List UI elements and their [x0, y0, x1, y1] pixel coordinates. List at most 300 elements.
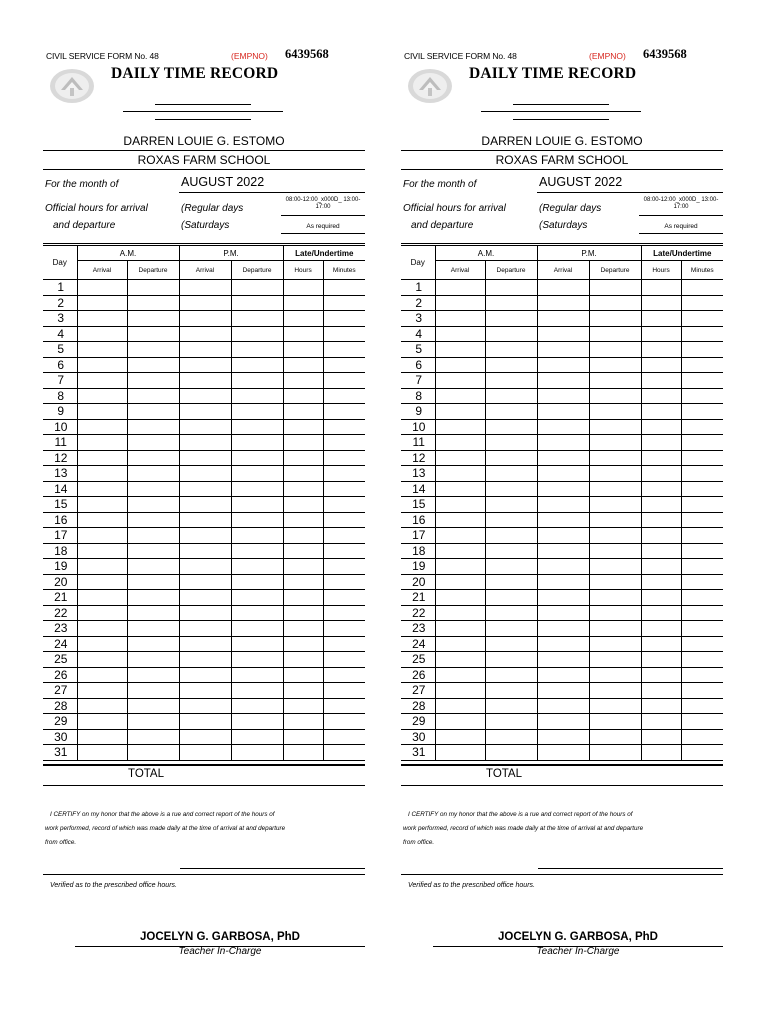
pm-arrival-cell[interactable]	[537, 342, 589, 358]
am-departure-cell[interactable]	[485, 357, 537, 373]
pm-arrival-cell[interactable]	[537, 404, 589, 420]
pm-departure-cell[interactable]	[589, 466, 641, 482]
am-departure-cell[interactable]	[127, 745, 179, 761]
pm-departure-cell[interactable]	[589, 373, 641, 389]
am-departure-cell[interactable]	[485, 543, 537, 559]
pm-departure-cell[interactable]	[589, 543, 641, 559]
minutes-cell[interactable]	[681, 745, 723, 761]
minutes-cell[interactable]	[323, 605, 365, 621]
minutes-cell[interactable]	[323, 342, 365, 358]
hours-cell[interactable]	[283, 652, 323, 668]
pm-arrival-cell[interactable]	[537, 605, 589, 621]
hours-cell[interactable]	[641, 404, 681, 420]
pm-arrival-cell[interactable]	[537, 419, 589, 435]
am-arrival-cell[interactable]	[77, 621, 127, 637]
am-arrival-cell[interactable]	[77, 497, 127, 513]
am-arrival-cell[interactable]	[435, 729, 485, 745]
pm-departure-cell[interactable]	[231, 605, 283, 621]
pm-departure-cell[interactable]	[231, 481, 283, 497]
am-arrival-cell[interactable]	[77, 373, 127, 389]
hours-cell[interactable]	[283, 450, 323, 466]
pm-departure-cell[interactable]	[231, 528, 283, 544]
hours-cell[interactable]	[283, 683, 323, 699]
hours-cell[interactable]	[641, 326, 681, 342]
pm-arrival-cell[interactable]	[537, 295, 589, 311]
pm-departure-cell[interactable]	[589, 450, 641, 466]
am-departure-cell[interactable]	[127, 466, 179, 482]
hours-cell[interactable]	[641, 450, 681, 466]
pm-arrival-cell[interactable]	[179, 481, 231, 497]
am-departure-cell[interactable]	[485, 481, 537, 497]
minutes-cell[interactable]	[681, 497, 723, 513]
hours-cell[interactable]	[641, 745, 681, 761]
minutes-cell[interactable]	[681, 357, 723, 373]
am-departure-cell[interactable]	[485, 419, 537, 435]
minutes-cell[interactable]	[681, 698, 723, 714]
pm-arrival-cell[interactable]	[537, 559, 589, 575]
am-arrival-cell[interactable]	[77, 435, 127, 451]
am-arrival-cell[interactable]	[435, 388, 485, 404]
hours-cell[interactable]	[641, 373, 681, 389]
pm-departure-cell[interactable]	[231, 698, 283, 714]
minutes-cell[interactable]	[323, 466, 365, 482]
minutes-cell[interactable]	[681, 636, 723, 652]
am-departure-cell[interactable]	[485, 574, 537, 590]
hours-cell[interactable]	[283, 543, 323, 559]
pm-departure-cell[interactable]	[589, 481, 641, 497]
minutes-cell[interactable]	[681, 667, 723, 683]
am-arrival-cell[interactable]	[77, 311, 127, 327]
pm-arrival-cell[interactable]	[537, 745, 589, 761]
pm-arrival-cell[interactable]	[179, 698, 231, 714]
pm-departure-cell[interactable]	[231, 388, 283, 404]
pm-arrival-cell[interactable]	[179, 714, 231, 730]
am-arrival-cell[interactable]	[77, 450, 127, 466]
am-arrival-cell[interactable]	[77, 528, 127, 544]
am-arrival-cell[interactable]	[435, 311, 485, 327]
am-departure-cell[interactable]	[127, 590, 179, 606]
minutes-cell[interactable]	[323, 295, 365, 311]
minutes-cell[interactable]	[681, 404, 723, 420]
am-departure-cell[interactable]	[485, 698, 537, 714]
pm-arrival-cell[interactable]	[537, 590, 589, 606]
pm-departure-cell[interactable]	[589, 683, 641, 699]
pm-departure-cell[interactable]	[589, 698, 641, 714]
hours-cell[interactable]	[283, 714, 323, 730]
am-arrival-cell[interactable]	[77, 466, 127, 482]
am-departure-cell[interactable]	[485, 652, 537, 668]
pm-departure-cell[interactable]	[231, 435, 283, 451]
minutes-cell[interactable]	[681, 714, 723, 730]
pm-departure-cell[interactable]	[589, 621, 641, 637]
pm-arrival-cell[interactable]	[537, 481, 589, 497]
pm-departure-cell[interactable]	[231, 419, 283, 435]
am-arrival-cell[interactable]	[77, 574, 127, 590]
pm-departure-cell[interactable]	[231, 745, 283, 761]
am-departure-cell[interactable]	[127, 419, 179, 435]
hours-cell[interactable]	[283, 667, 323, 683]
minutes-cell[interactable]	[323, 311, 365, 327]
am-departure-cell[interactable]	[127, 435, 179, 451]
am-arrival-cell[interactable]	[435, 481, 485, 497]
am-departure-cell[interactable]	[485, 559, 537, 575]
minutes-cell[interactable]	[681, 574, 723, 590]
pm-arrival-cell[interactable]	[537, 621, 589, 637]
hours-cell[interactable]	[283, 621, 323, 637]
hours-cell[interactable]	[283, 435, 323, 451]
am-arrival-cell[interactable]	[435, 342, 485, 358]
minutes-cell[interactable]	[681, 342, 723, 358]
hours-cell[interactable]	[283, 357, 323, 373]
am-departure-cell[interactable]	[127, 481, 179, 497]
am-arrival-cell[interactable]	[77, 388, 127, 404]
am-departure-cell[interactable]	[127, 574, 179, 590]
minutes-cell[interactable]	[681, 652, 723, 668]
hours-cell[interactable]	[641, 481, 681, 497]
pm-arrival-cell[interactable]	[179, 667, 231, 683]
am-arrival-cell[interactable]	[435, 528, 485, 544]
am-arrival-cell[interactable]	[435, 745, 485, 761]
pm-arrival-cell[interactable]	[537, 636, 589, 652]
hours-cell[interactable]	[283, 605, 323, 621]
hours-cell[interactable]	[641, 512, 681, 528]
minutes-cell[interactable]	[323, 450, 365, 466]
am-departure-cell[interactable]	[485, 311, 537, 327]
minutes-cell[interactable]	[681, 326, 723, 342]
hours-cell[interactable]	[283, 559, 323, 575]
am-departure-cell[interactable]	[127, 621, 179, 637]
am-arrival-cell[interactable]	[77, 404, 127, 420]
am-arrival-cell[interactable]	[435, 357, 485, 373]
am-departure-cell[interactable]	[485, 466, 537, 482]
pm-arrival-cell[interactable]	[179, 342, 231, 358]
pm-departure-cell[interactable]	[589, 404, 641, 420]
pm-departure-cell[interactable]	[231, 667, 283, 683]
pm-departure-cell[interactable]	[231, 714, 283, 730]
am-arrival-cell[interactable]	[435, 326, 485, 342]
pm-arrival-cell[interactable]	[179, 311, 231, 327]
am-departure-cell[interactable]	[485, 667, 537, 683]
am-arrival-cell[interactable]	[435, 280, 485, 296]
am-departure-cell[interactable]	[127, 714, 179, 730]
minutes-cell[interactable]	[323, 497, 365, 513]
pm-arrival-cell[interactable]	[537, 574, 589, 590]
pm-departure-cell[interactable]	[231, 357, 283, 373]
pm-arrival-cell[interactable]	[179, 636, 231, 652]
am-arrival-cell[interactable]	[77, 652, 127, 668]
hours-cell[interactable]	[283, 466, 323, 482]
pm-departure-cell[interactable]	[231, 497, 283, 513]
minutes-cell[interactable]	[681, 450, 723, 466]
pm-departure-cell[interactable]	[589, 419, 641, 435]
am-departure-cell[interactable]	[485, 280, 537, 296]
am-arrival-cell[interactable]	[77, 559, 127, 575]
am-arrival-cell[interactable]	[77, 295, 127, 311]
am-arrival-cell[interactable]	[435, 295, 485, 311]
minutes-cell[interactable]	[681, 280, 723, 296]
minutes-cell[interactable]	[323, 745, 365, 761]
pm-arrival-cell[interactable]	[179, 729, 231, 745]
am-departure-cell[interactable]	[127, 450, 179, 466]
minutes-cell[interactable]	[681, 683, 723, 699]
hours-cell[interactable]	[283, 481, 323, 497]
minutes-cell[interactable]	[681, 466, 723, 482]
hours-cell[interactable]	[641, 729, 681, 745]
hours-cell[interactable]	[283, 388, 323, 404]
am-arrival-cell[interactable]	[435, 373, 485, 389]
am-arrival-cell[interactable]	[77, 419, 127, 435]
am-departure-cell[interactable]	[485, 450, 537, 466]
pm-arrival-cell[interactable]	[179, 528, 231, 544]
minutes-cell[interactable]	[323, 683, 365, 699]
hours-cell[interactable]	[283, 280, 323, 296]
am-arrival-cell[interactable]	[77, 342, 127, 358]
am-arrival-cell[interactable]	[435, 652, 485, 668]
pm-arrival-cell[interactable]	[179, 605, 231, 621]
pm-arrival-cell[interactable]	[537, 667, 589, 683]
pm-arrival-cell[interactable]	[537, 450, 589, 466]
pm-arrival-cell[interactable]	[537, 543, 589, 559]
pm-arrival-cell[interactable]	[537, 652, 589, 668]
pm-departure-cell[interactable]	[589, 745, 641, 761]
am-arrival-cell[interactable]	[77, 590, 127, 606]
minutes-cell[interactable]	[323, 280, 365, 296]
am-departure-cell[interactable]	[485, 404, 537, 420]
pm-arrival-cell[interactable]	[179, 466, 231, 482]
am-departure-cell[interactable]	[485, 373, 537, 389]
hours-cell[interactable]	[283, 528, 323, 544]
hours-cell[interactable]	[283, 698, 323, 714]
pm-arrival-cell[interactable]	[537, 512, 589, 528]
pm-departure-cell[interactable]	[589, 512, 641, 528]
pm-departure-cell[interactable]	[589, 326, 641, 342]
pm-departure-cell[interactable]	[231, 280, 283, 296]
hours-cell[interactable]	[641, 419, 681, 435]
hours-cell[interactable]	[641, 528, 681, 544]
pm-departure-cell[interactable]	[589, 497, 641, 513]
pm-departure-cell[interactable]	[589, 388, 641, 404]
minutes-cell[interactable]	[681, 481, 723, 497]
pm-departure-cell[interactable]	[231, 652, 283, 668]
am-departure-cell[interactable]	[127, 683, 179, 699]
pm-arrival-cell[interactable]	[179, 683, 231, 699]
minutes-cell[interactable]	[681, 512, 723, 528]
pm-departure-cell[interactable]	[231, 404, 283, 420]
am-departure-cell[interactable]	[485, 326, 537, 342]
minutes-cell[interactable]	[323, 621, 365, 637]
am-arrival-cell[interactable]	[435, 605, 485, 621]
am-arrival-cell[interactable]	[77, 698, 127, 714]
hours-cell[interactable]	[641, 621, 681, 637]
pm-arrival-cell[interactable]	[537, 466, 589, 482]
pm-departure-cell[interactable]	[231, 311, 283, 327]
am-arrival-cell[interactable]	[435, 543, 485, 559]
pm-departure-cell[interactable]	[589, 605, 641, 621]
am-arrival-cell[interactable]	[435, 419, 485, 435]
hours-cell[interactable]	[641, 590, 681, 606]
am-departure-cell[interactable]	[127, 388, 179, 404]
am-departure-cell[interactable]	[485, 342, 537, 358]
hours-cell[interactable]	[641, 342, 681, 358]
am-arrival-cell[interactable]	[435, 466, 485, 482]
pm-departure-cell[interactable]	[589, 559, 641, 575]
pm-departure-cell[interactable]	[231, 450, 283, 466]
pm-departure-cell[interactable]	[589, 729, 641, 745]
am-departure-cell[interactable]	[127, 311, 179, 327]
minutes-cell[interactable]	[681, 388, 723, 404]
pm-departure-cell[interactable]	[231, 342, 283, 358]
minutes-cell[interactable]	[323, 373, 365, 389]
pm-departure-cell[interactable]	[589, 342, 641, 358]
am-arrival-cell[interactable]	[435, 450, 485, 466]
hours-cell[interactable]	[283, 590, 323, 606]
minutes-cell[interactable]	[681, 621, 723, 637]
minutes-cell[interactable]	[323, 357, 365, 373]
pm-departure-cell[interactable]	[231, 295, 283, 311]
pm-departure-cell[interactable]	[589, 652, 641, 668]
pm-departure-cell[interactable]	[589, 667, 641, 683]
pm-arrival-cell[interactable]	[179, 574, 231, 590]
am-departure-cell[interactable]	[127, 636, 179, 652]
am-arrival-cell[interactable]	[435, 512, 485, 528]
am-departure-cell[interactable]	[127, 605, 179, 621]
am-departure-cell[interactable]	[127, 512, 179, 528]
hours-cell[interactable]	[641, 543, 681, 559]
pm-departure-cell[interactable]	[231, 729, 283, 745]
am-departure-cell[interactable]	[127, 559, 179, 575]
pm-arrival-cell[interactable]	[537, 729, 589, 745]
hours-cell[interactable]	[641, 559, 681, 575]
minutes-cell[interactable]	[323, 543, 365, 559]
pm-arrival-cell[interactable]	[537, 388, 589, 404]
am-departure-cell[interactable]	[485, 714, 537, 730]
am-arrival-cell[interactable]	[77, 683, 127, 699]
hours-cell[interactable]	[641, 574, 681, 590]
pm-arrival-cell[interactable]	[179, 295, 231, 311]
minutes-cell[interactable]	[323, 404, 365, 420]
pm-departure-cell[interactable]	[231, 326, 283, 342]
pm-arrival-cell[interactable]	[179, 404, 231, 420]
am-arrival-cell[interactable]	[77, 326, 127, 342]
minutes-cell[interactable]	[681, 559, 723, 575]
hours-cell[interactable]	[283, 745, 323, 761]
am-departure-cell[interactable]	[127, 326, 179, 342]
pm-arrival-cell[interactable]	[537, 357, 589, 373]
am-arrival-cell[interactable]	[77, 357, 127, 373]
pm-arrival-cell[interactable]	[537, 497, 589, 513]
am-arrival-cell[interactable]	[435, 714, 485, 730]
pm-departure-cell[interactable]	[231, 574, 283, 590]
pm-arrival-cell[interactable]	[179, 388, 231, 404]
am-arrival-cell[interactable]	[77, 667, 127, 683]
minutes-cell[interactable]	[323, 729, 365, 745]
pm-arrival-cell[interactable]	[179, 419, 231, 435]
pm-arrival-cell[interactable]	[179, 326, 231, 342]
am-departure-cell[interactable]	[127, 342, 179, 358]
hours-cell[interactable]	[283, 404, 323, 420]
am-departure-cell[interactable]	[485, 729, 537, 745]
am-arrival-cell[interactable]	[435, 621, 485, 637]
am-departure-cell[interactable]	[127, 280, 179, 296]
pm-arrival-cell[interactable]	[179, 652, 231, 668]
pm-departure-cell[interactable]	[231, 543, 283, 559]
hours-cell[interactable]	[641, 280, 681, 296]
pm-arrival-cell[interactable]	[537, 714, 589, 730]
am-departure-cell[interactable]	[127, 404, 179, 420]
am-departure-cell[interactable]	[127, 698, 179, 714]
hours-cell[interactable]	[283, 729, 323, 745]
hours-cell[interactable]	[283, 311, 323, 327]
am-departure-cell[interactable]	[485, 435, 537, 451]
hours-cell[interactable]	[641, 714, 681, 730]
am-arrival-cell[interactable]	[77, 745, 127, 761]
minutes-cell[interactable]	[323, 574, 365, 590]
pm-departure-cell[interactable]	[231, 636, 283, 652]
am-departure-cell[interactable]	[127, 729, 179, 745]
hours-cell[interactable]	[641, 497, 681, 513]
minutes-cell[interactable]	[681, 311, 723, 327]
pm-arrival-cell[interactable]	[179, 373, 231, 389]
am-arrival-cell[interactable]	[435, 435, 485, 451]
pm-arrival-cell[interactable]	[179, 543, 231, 559]
pm-departure-cell[interactable]	[589, 311, 641, 327]
hours-cell[interactable]	[283, 326, 323, 342]
minutes-cell[interactable]	[323, 528, 365, 544]
am-departure-cell[interactable]	[127, 373, 179, 389]
pm-departure-cell[interactable]	[589, 574, 641, 590]
pm-departure-cell[interactable]	[231, 512, 283, 528]
minutes-cell[interactable]	[323, 667, 365, 683]
am-departure-cell[interactable]	[127, 497, 179, 513]
am-departure-cell[interactable]	[485, 745, 537, 761]
am-departure-cell[interactable]	[127, 652, 179, 668]
minutes-cell[interactable]	[323, 652, 365, 668]
am-departure-cell[interactable]	[485, 528, 537, 544]
hours-cell[interactable]	[283, 574, 323, 590]
minutes-cell[interactable]	[681, 528, 723, 544]
pm-arrival-cell[interactable]	[179, 621, 231, 637]
pm-departure-cell[interactable]	[589, 590, 641, 606]
am-arrival-cell[interactable]	[77, 481, 127, 497]
hours-cell[interactable]	[283, 373, 323, 389]
pm-arrival-cell[interactable]	[179, 745, 231, 761]
pm-departure-cell[interactable]	[589, 295, 641, 311]
minutes-cell[interactable]	[681, 729, 723, 745]
pm-departure-cell[interactable]	[589, 357, 641, 373]
pm-departure-cell[interactable]	[231, 559, 283, 575]
pm-arrival-cell[interactable]	[537, 698, 589, 714]
hours-cell[interactable]	[641, 435, 681, 451]
minutes-cell[interactable]	[681, 543, 723, 559]
pm-arrival-cell[interactable]	[537, 435, 589, 451]
am-departure-cell[interactable]	[127, 528, 179, 544]
minutes-cell[interactable]	[681, 373, 723, 389]
pm-arrival-cell[interactable]	[537, 528, 589, 544]
pm-departure-cell[interactable]	[589, 528, 641, 544]
am-departure-cell[interactable]	[127, 295, 179, 311]
minutes-cell[interactable]	[323, 388, 365, 404]
am-departure-cell[interactable]	[485, 295, 537, 311]
am-arrival-cell[interactable]	[77, 714, 127, 730]
minutes-cell[interactable]	[323, 559, 365, 575]
pm-arrival-cell[interactable]	[179, 497, 231, 513]
minutes-cell[interactable]	[681, 419, 723, 435]
pm-departure-cell[interactable]	[589, 714, 641, 730]
minutes-cell[interactable]	[681, 435, 723, 451]
pm-arrival-cell[interactable]	[179, 357, 231, 373]
hours-cell[interactable]	[641, 652, 681, 668]
pm-arrival-cell[interactable]	[179, 590, 231, 606]
